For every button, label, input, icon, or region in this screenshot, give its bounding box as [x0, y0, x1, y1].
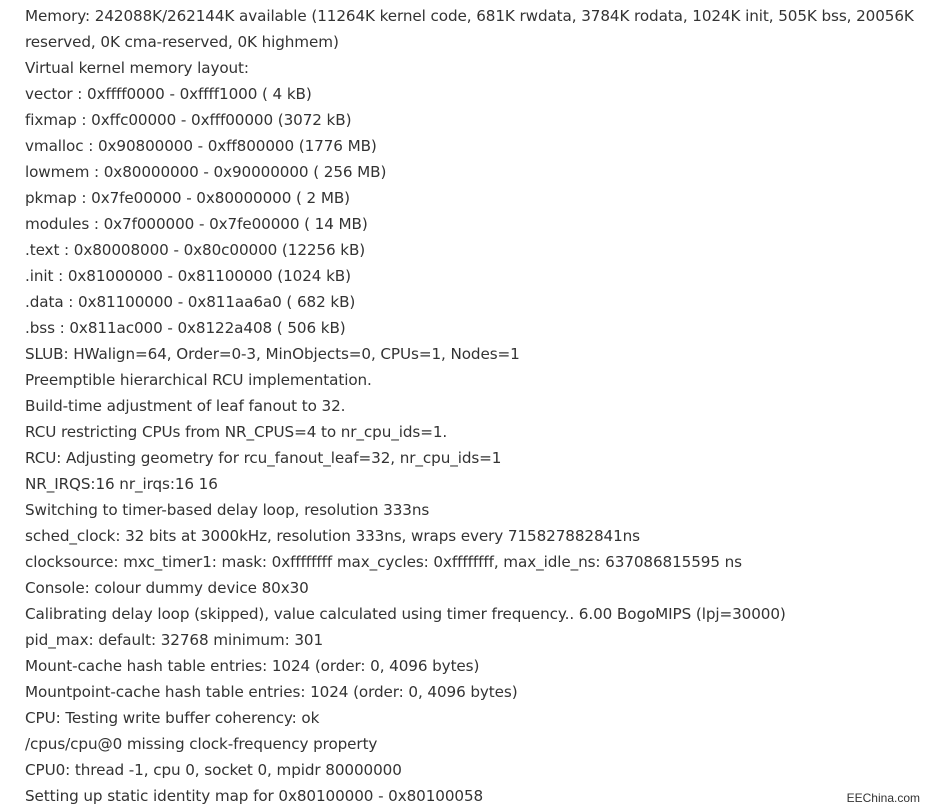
log-line: Switching to timer-based delay loop, resolution 333ns [25, 501, 430, 519]
log-line: lowmem : 0x80000000 - 0x90000000 ( 256 MB) [25, 163, 387, 181]
boot-log [25, 3, 920, 809]
log-line: vmalloc : 0x90800000 - 0xff800000 (1776 MB) [25, 137, 377, 155]
log-line: fixmap : 0xffc00000 - 0xfff00000 (3072 kB) [25, 111, 352, 129]
log-line: .init : 0x81000000 - 0x81100000 (1024 kB) [25, 267, 351, 285]
log-line: sched_clock: 32 bits at 3000kHz, resolution 333ns, wraps every 715827882841ns [25, 527, 640, 545]
log-line: NR_IRQS:16 nr_irqs:16 16 [25, 475, 218, 493]
log-line: /cpus/cpu@0 missing clock-frequency property [25, 735, 378, 753]
log-line: Mountpoint-cache hash table entries: 1024 (order: 0, 4096 bytes) [25, 683, 518, 701]
log-line: Virtual kernel memory layout: [25, 59, 249, 77]
log-line: CPU: Testing write buffer coherency: ok [25, 709, 320, 727]
log-line: Setting up static identity map for 0x80100000 - 0x80100058 [25, 787, 484, 805]
log-line: SLUB: HWalign=64, Order=0-3, MinObjects=0, CPUs=1, Nodes=1 [25, 345, 520, 363]
log-line: RCU: Adjusting geometry for rcu_fanout_leaf=32, nr_cpu_ids=1 [25, 449, 502, 467]
log-line: .data : 0x81100000 - 0x811aa6a0 ( 682 kB) [25, 293, 356, 311]
log-line: modules : 0x7f000000 - 0x7fe00000 ( 14 MB) [25, 215, 368, 233]
log-line: clocksource: mxc_timer1: mask: 0xffffffff max_cycles: 0xffffffff, max_idle_ns: 637086815595 ns [25, 553, 742, 571]
log-line: Calibrating delay loop (skipped), value calculated using timer frequency.. 6.00 BogoMIPS (lpj=30000) [25, 605, 786, 623]
log-line: RCU restricting CPUs from NR_CPUS=4 to nr_cpu_ids=1. [25, 423, 448, 441]
log-line-memory: Memory: 242088K/262144K available (11264K kernel code, 681K rwdata, 3784K rodata, 1024K init, 505K bss, 20056K reserved, 0K cma-reserved, 0K highmem) [25, 7, 914, 51]
log-line: vector : 0xffff0000 - 0xffff1000 ( 4 kB) [25, 85, 312, 103]
log-line: CPU0: thread -1, cpu 0, socket 0, mpidr 80000000 [25, 761, 402, 779]
watermark: EEChina.com [846, 791, 920, 805]
log-line: Preemptible hierarchical RCU implementation. [25, 371, 372, 389]
log-line: Build-time adjustment of leaf fanout to 32. [25, 397, 346, 415]
log-line: pkmap : 0x7fe00000 - 0x80000000 ( 2 MB) [25, 189, 350, 207]
log-line: Console: colour dummy device 80x30 [25, 579, 309, 597]
log-line: .text : 0x80008000 - 0x80c00000 (12256 kB) [25, 241, 366, 259]
log-line: Mount-cache hash table entries: 1024 (order: 0, 4096 bytes) [25, 657, 480, 675]
log-line: pid_max: default: 32768 minimum: 301 [25, 631, 324, 649]
log-line: .bss : 0x811ac000 - 0x8122a408 ( 506 kB) [25, 319, 346, 337]
